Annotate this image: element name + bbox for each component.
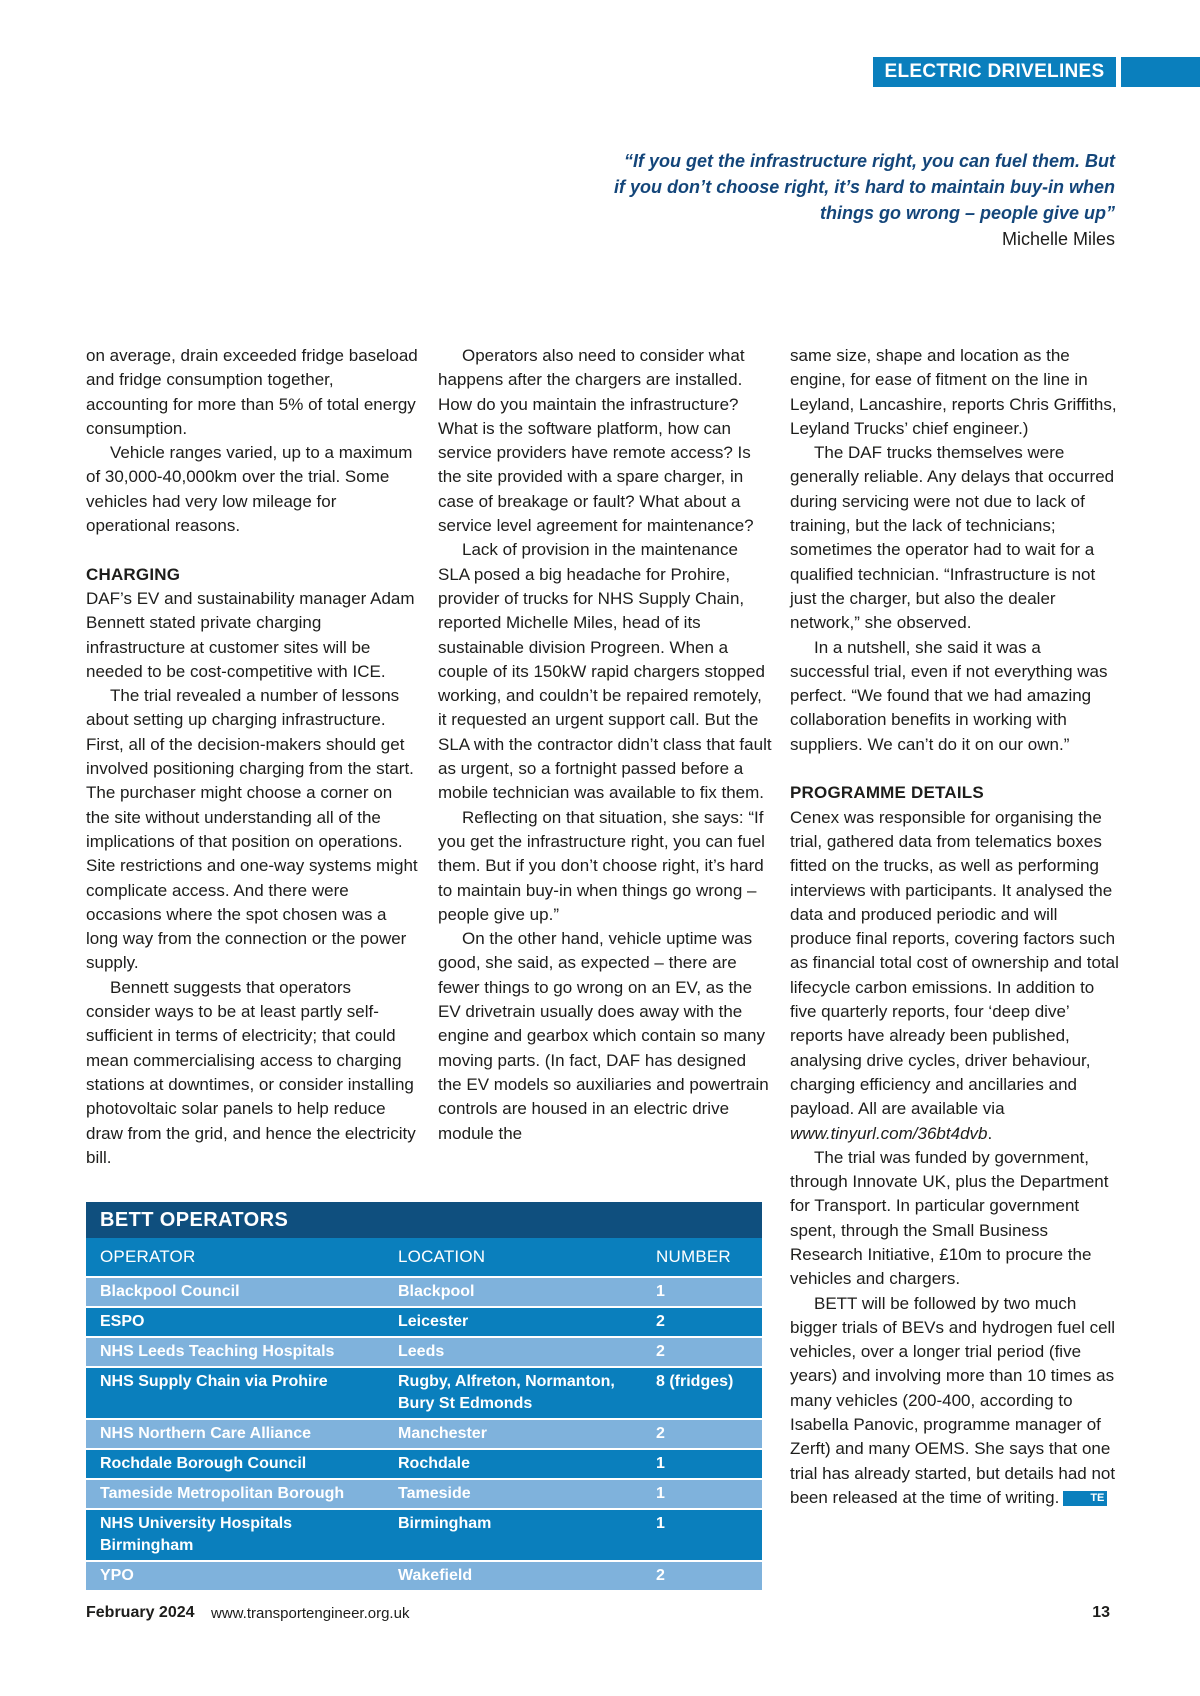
table-row — [86, 1449, 762, 1479]
te-end-mark-icon: TE — [1063, 1491, 1107, 1506]
number-cell: 1 — [642, 1479, 762, 1509]
number-cell: 2 — [642, 1561, 762, 1590]
tinyurl-link[interactable]: www.tinyurl.com/36bt4dvb — [790, 1123, 988, 1143]
paragraph-text: Cenex was responsible for organising the trial, gathered data from telematics boxes fitted on the trucks, as well as performing interviews with participants. It analysed the data and produced periodic and will produce final reports, covering factors such as financial total cost of ownership and total lifecycle carbon emissions. In addition to five quarterly reports, four ‘deep dive’ reports have already been published, analysing drive cycles, driver behaviour, charging efficiency and ancillaries and payload. All are available via — [790, 807, 1119, 1119]
number-cell: 2 — [642, 1337, 762, 1367]
column-header-operator: OPERATOR — [86, 1238, 384, 1277]
table-row — [86, 1337, 762, 1367]
paragraph: The DAF trucks themselves were generally reliable. Any delays that occurred during servicing were not due to lack of training, but the lack of technicians; sometimes the operator had to wait for a qualified technician. “Infrastructure is not just the charger, but also the dealer network,” she observed. — [790, 443, 1115, 633]
table-row — [86, 1419, 762, 1449]
location-cell: Rochdale — [384, 1449, 642, 1479]
page-number: 13 — [1092, 1604, 1110, 1621]
operator-cell: NHS University Hospitals Birmingham — [86, 1509, 384, 1561]
operator-cell: NHS Supply Chain via Prohire — [86, 1367, 384, 1419]
paragraph: same size, shape and location as the engine, for ease of fitment on the line in Leyland, Lancashire, reports Chris Griffiths, Leyland Trucks’ chief engineer.) — [790, 346, 1117, 438]
number-cell: 8 (fridges) — [642, 1367, 762, 1419]
section-heading-programme: PROGRAMME DETAILS — [790, 783, 984, 803]
pull-quote-author: Michelle Miles — [1001, 229, 1115, 249]
location-cell: Birmingham — [384, 1509, 642, 1561]
operator-cell: NHS Northern Care Alliance — [86, 1419, 384, 1449]
article-column-1 — [86, 344, 418, 1170]
paragraph: on average, drain exceeded fridge baseload and fridge consumption together, accounting for more than 5% of total energy consumption. — [86, 346, 418, 438]
table-row — [86, 1479, 762, 1509]
column-header-location: LOCATION — [384, 1238, 642, 1277]
paragraph: Lack of provision in the maintenance SLA posed a big headache for Prohire, provider of trucks for NHS Supply Chain, reported Michelle Miles, head of its sustainable division Progreen. When a couple of its 150kW rapid chargers stopped working, and couldn’t be repaired remotely, it requested an urgent support call. But the SLA with the contractor didn’t class that fault as urgent, so a fortnight passed before a mobile technician was available to fix them. — [438, 540, 772, 803]
footer-date: February 2024 — [86, 1604, 195, 1621]
article-column-2 — [438, 344, 772, 1146]
paragraph: The trial revealed a number of lessons about setting up charging infrastructure. First, all of the decision-makers should get involved positioning charging from the start. The purchaser might choose a corner on the site without understanding all of the implications of that position on operations. Site restrictions and one-way systems might complicate access. And there were occasions where the spot chosen was a long way from the connection or the power supply. — [86, 686, 418, 973]
table-row — [86, 1561, 762, 1590]
section-label: ELECTRIC DRIVELINES — [873, 57, 1116, 87]
section-heading-charging: CHARGING — [86, 564, 181, 584]
paragraph: Vehicle ranges varied, up to a maximum of 30,000-40,000km over the trial. Some vehicles had very low mileage for operational reasons. — [86, 443, 413, 536]
pull-quote-line: things go wrong – people give up” — [819, 203, 1115, 223]
paragraph — [790, 1292, 1120, 1511]
table-row — [86, 1307, 762, 1337]
pull-quote-line: “If you get the infrastructure right, you can fuel them. But — [623, 151, 1115, 171]
paragraph: On the other hand, vehicle uptime was good, she said, as expected – there are fewer things to go wrong on an EV, as the EV drivetrain usually does away with the engine and gearbox which contain so many moving parts. (In fact, DAF has designed the EV models so auxiliaries and powertrain controls are housed in an electric drive module the — [438, 929, 769, 1143]
paragraph: Bennett suggests that operators consider ways to be at least partly self-sufficient in terms of electricity; that could mean commercialising access to charging stations at downtimes, or consider installing photovoltaic solar panels to help reduce draw from the grid, and hence the electricity bill. — [86, 977, 416, 1167]
location-cell: Leeds — [384, 1337, 642, 1367]
operator-cell: Tameside Metropolitan Borough — [86, 1479, 384, 1509]
location-cell: Manchester — [384, 1419, 642, 1449]
number-cell: 1 — [642, 1509, 762, 1561]
table-row — [86, 1509, 762, 1561]
table-title: BETT OPERATORS — [86, 1202, 762, 1238]
paragraph: The trial was funded by government, through Innovate UK, plus the Department for Transport. In particular government spent, through the Small Business Research Initiative, £10m to procure the vehicles and chargers. — [790, 1147, 1109, 1289]
location-cell: Blackpool — [384, 1277, 642, 1307]
paragraph: In a nutshell, she said it was a successful trial, even if not everything was perfect. “We found that we had amazing collaboration benefits in working with suppliers. We can’t do it on our own.” — [790, 637, 1108, 754]
location-cell: Leicester — [384, 1307, 642, 1337]
operator-cell: Rochdale Borough Council — [86, 1449, 384, 1479]
column-header-number: NUMBER — [642, 1238, 762, 1277]
operator-cell: YPO — [86, 1561, 384, 1590]
table-header-row — [86, 1238, 762, 1277]
article-column-3 — [790, 344, 1120, 1510]
number-cell: 1 — [642, 1449, 762, 1479]
paragraph: Operators also need to consider what happens after the chargers are installed. How do you maintain the infrastructure? What is the software platform, how can service providers have remote access? Is the site provided with a spare charger, in case of breakage or fault? What about a service level agreement for maintenance? — [438, 346, 754, 536]
number-cell: 2 — [642, 1307, 762, 1337]
bett-operators-table — [86, 1202, 762, 1590]
location-cell: Wakefield — [384, 1561, 642, 1590]
pull-quote-line: if you don’t choose right, it’s hard to maintain buy-in when — [613, 177, 1115, 197]
number-cell: 2 — [642, 1419, 762, 1449]
paragraph: Cenex was responsible for organising the trial, gathered data from telematics boxes fitted on the trucks, as well as performing interviews with participants. It analysed the data and produced periodic and will produce final reports, covering factors such as financial total cost of ownership and total lifecycle carbon emissions. In addition to five quarterly reports, four ‘deep dive’ reports have already been published, analysing drive cycles, driver behaviour, charging efficiency and ancillaries and payload. All are available via www.tinyurl.com/36bt4dvb. — [790, 807, 1119, 1143]
operator-cell: Blackpool Council — [86, 1277, 384, 1307]
operator-cell: NHS Leeds Teaching Hospitals — [86, 1337, 384, 1367]
paragraph: Reflecting on that situation, she says: “If you get the infrastructure right, you can fuel them. But if you don’t choose right, it’s hard to maintain buy-in when things go wrong – people give up.” — [438, 807, 765, 924]
number-cell: 1 — [642, 1277, 762, 1307]
paragraph: DAF’s EV and sustainability manager Adam Bennett stated private charging infrastructure at customer sites will be needed to be cost-competitive with ICE. — [86, 588, 415, 681]
footer-url[interactable]: www.transportengineer.org.uk — [211, 1605, 410, 1622]
paragraph-text: BETT will be followed by two much bigger trials of BEVs and hydrogen fuel cell vehicles, over a longer trial period (five years) and involving more than 10 times as many vehicles (200-400, according to Isabella Panovic, programme manager of Zerft) and many OEMS. She says that one trial has already started, but details had not been released at the time of writing. — [790, 1293, 1116, 1507]
section-label-stub — [1121, 57, 1200, 87]
location-cell: Tameside — [384, 1479, 642, 1509]
location-cell: Rugby, Alfreton, Normanton, Bury St Edmonds — [384, 1367, 642, 1419]
pull-quote — [520, 148, 1115, 226]
operator-cell: ESPO — [86, 1307, 384, 1337]
table-row — [86, 1277, 762, 1307]
table-row — [86, 1367, 762, 1419]
